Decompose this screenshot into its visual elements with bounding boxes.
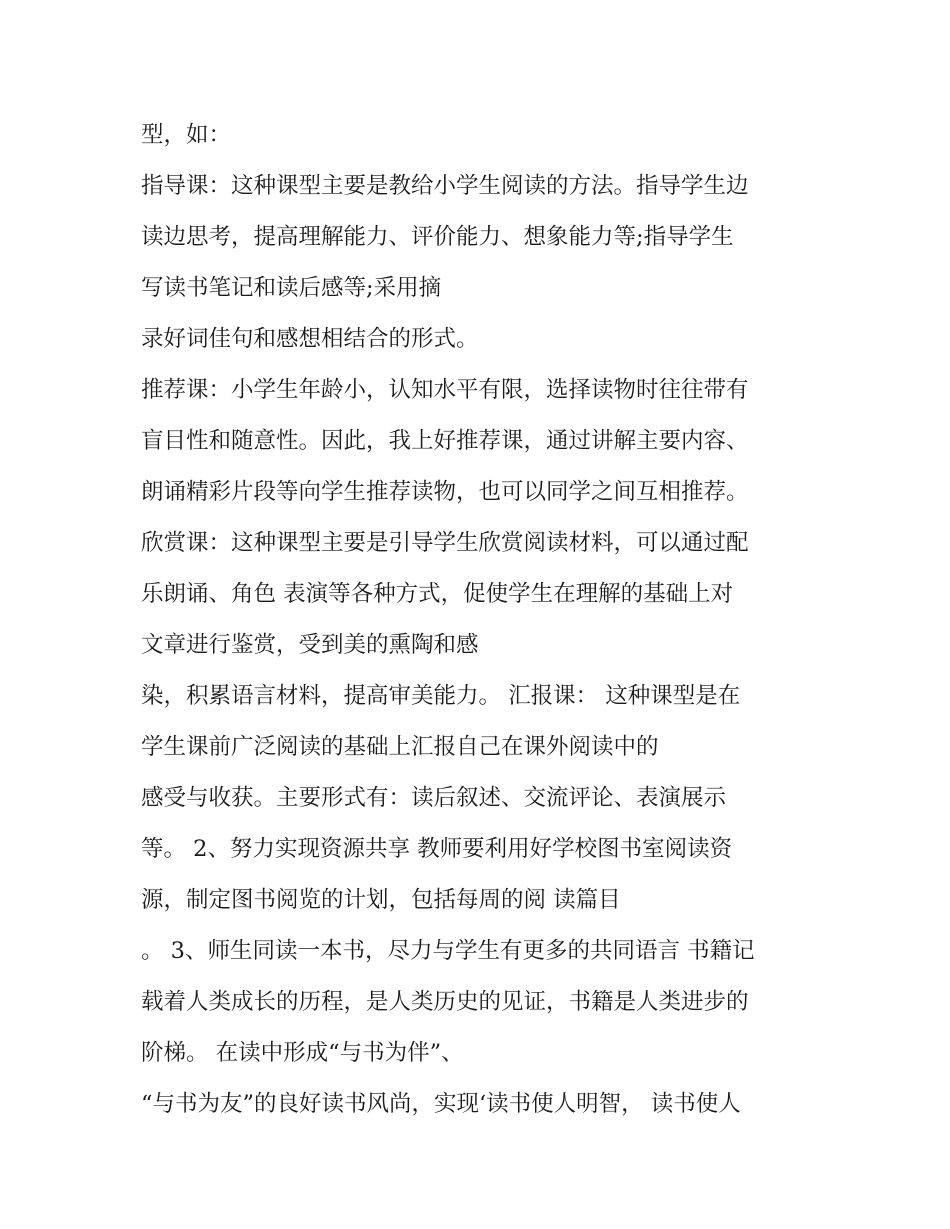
text-line: 指导课：这种课型主要是教给小学生阅读的方法。指导学生边: [141, 173, 749, 199]
text-line: 染，积累语言材料，提高审美能力。 汇报课： 这种课型是在: [141, 683, 741, 709]
text-line: 乐朗诵、角色 表演等各种方式，促使学生在理解的基础上对: [141, 581, 734, 607]
text-line: 朗诵精彩片段等向学生推荐读物，也可以同学之间互相推荐。: [141, 479, 749, 505]
text-line: 写读书笔记和读后感等;采用摘: [141, 275, 442, 301]
text-line: 感受与收获。主要形式有：读后叙述、交流评论、表演展示: [141, 785, 727, 811]
text-line: 推荐课：小学生年龄小，认知水平有限，选择读物时往往带有: [141, 377, 749, 403]
text-line: 读边思考，提高理解能力、评价能力、想象能力等;指导学生: [141, 224, 734, 250]
text-line: 盲目性和随意性。因此，我上好推荐课，通过讲解主要内容、: [141, 428, 749, 454]
text-line: 。 3、师生同读一本书，尽力与学生有更多的共同语言 书籍记: [141, 938, 755, 964]
text-line: 源，制定图书阅览的计划，包括每周的阅 读篇目: [141, 887, 621, 913]
text-line: 阶梯。 在读中形成“与书为伴”、: [141, 1040, 464, 1066]
text-line: 欣赏课：这种课型主要是引导学生欣赏阅读材料，可以通过配: [141, 530, 749, 556]
text-line: 学生课前广泛阅读的基础上汇报自己在课外阅读中的: [141, 734, 659, 760]
body-text: [141, 110, 831, 1130]
text-line: 型，如：: [141, 122, 232, 148]
text-line: “与书为友”的良好读书风尚，实现‘读书使人明智， 读书使人: [141, 1091, 741, 1117]
text-line: 等。 2、努力实现资源共享 教师要利用好学校图书室阅读资: [141, 836, 733, 862]
text-line: 载着人类成长的历程，是人类历史的见证，书籍是人类进步的: [141, 989, 749, 1015]
text-line: 录好词佳句和感想相结合的形式。: [141, 326, 479, 352]
text-line: 文章进行鉴赏，受到美的熏陶和感: [141, 632, 479, 658]
